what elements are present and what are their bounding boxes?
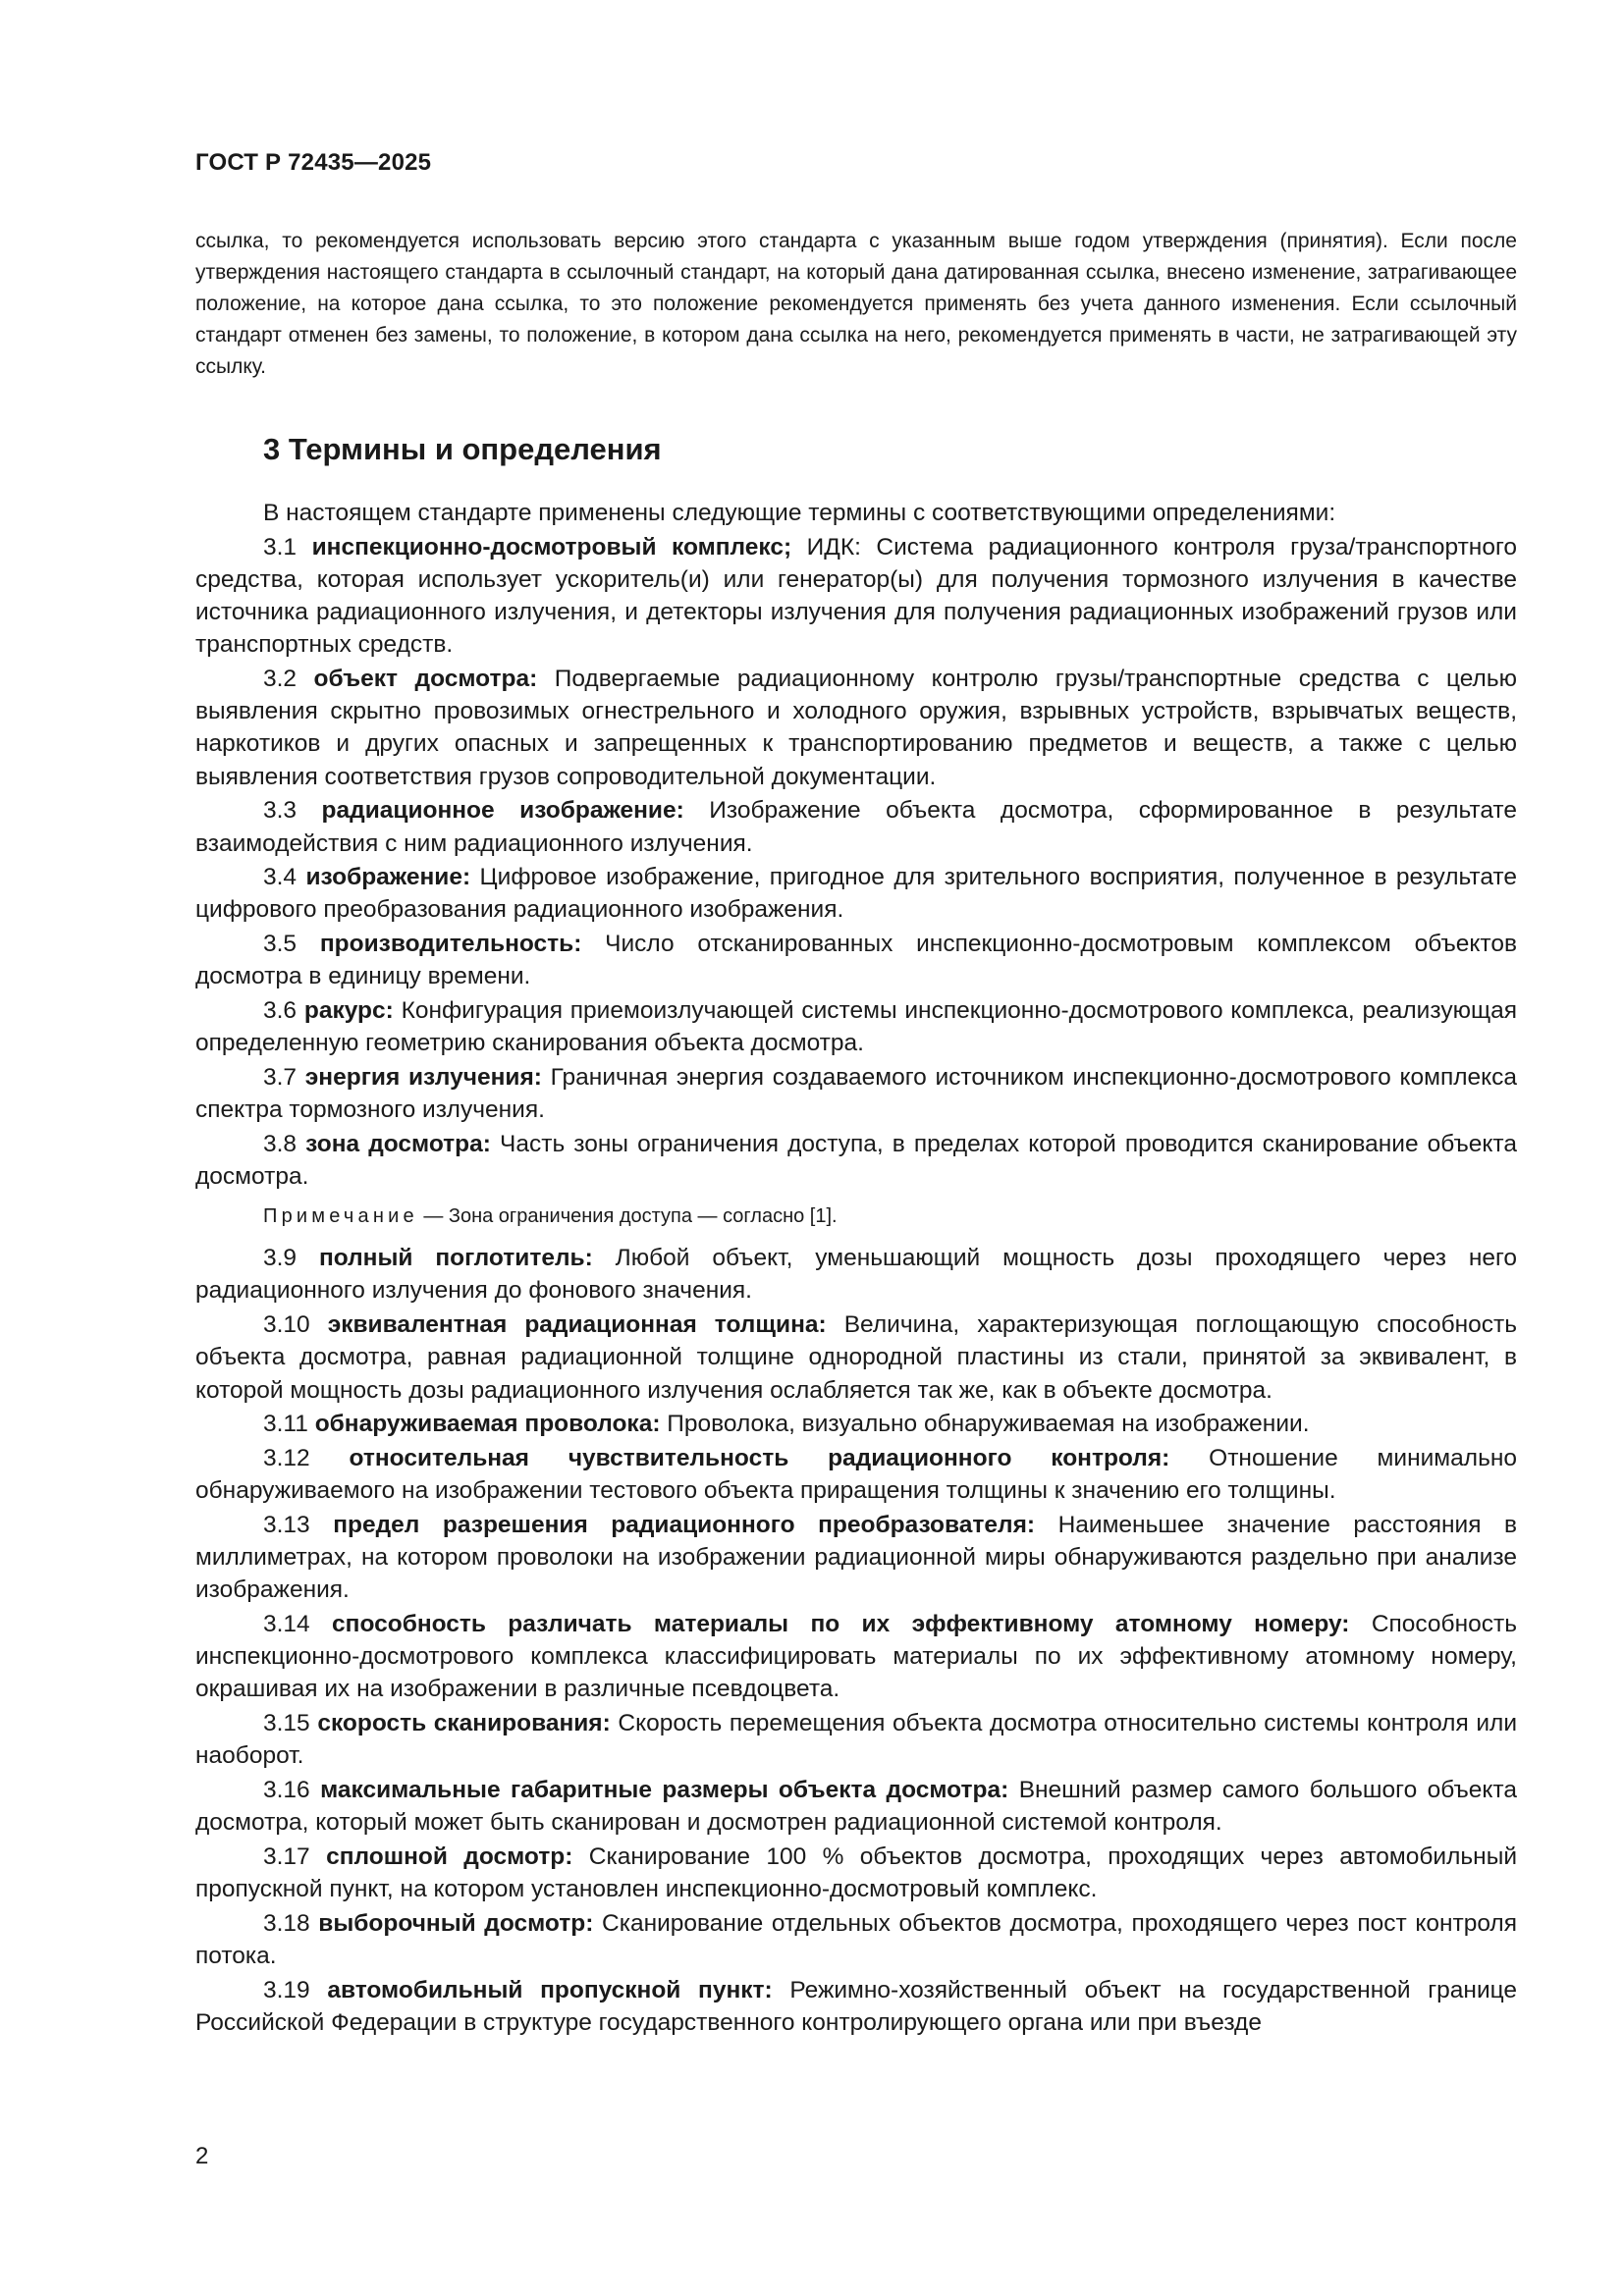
term-name: сплошной досмотр:	[326, 1842, 573, 1870]
term-3-17	[195, 1841, 1517, 1905]
term-name: производительность:	[319, 931, 582, 958]
term-3-14	[195, 1608, 1517, 1706]
term-number: 3.2	[263, 666, 298, 693]
term-definition: Число отсканированных инспекционно-досмотровым комплексом объектов досмотра в единицу времени.	[195, 931, 1518, 990]
term-number: 3.16	[263, 1777, 310, 1804]
term-definition: Конфигурация приемоизлучающей системы инспекционно-досмотрового комплекса, реализующая определенную геометрию сканирования объекта досмотра.	[195, 997, 1517, 1057]
term-3-8	[195, 1128, 1517, 1193]
term-name: объект досмотра:	[313, 666, 538, 693]
term-3-6	[195, 994, 1517, 1059]
term-3-18	[195, 1907, 1517, 1972]
section-title: 3 Термины и определения	[263, 432, 662, 466]
term-3-2	[195, 663, 1517, 793]
intro-paragraph: ссылка, то рекомендуется использовать версию этого стандарта с указанным выше годом утверждения (принятия). Если после утверждения настоящего стандарта в ссылочный стандарт, на который дана датированная ссылка, внесено изменение, затрагивающее положение, на которое дана ссылка, то это положение рекомендуется применять без учета данного изменения. Если ссылочный стандарт отменен без замены, то положение, в котором дана ссылка на него, рекомендуется применять в части, не затрагивающей эту ссылку.	[195, 230, 1517, 378]
term-definition: Сканирование 100 % объектов досмотра, проходящих через автомобильный пропускной пункт, на котором установлен инспекционно-досмотровый комплекс.	[195, 1842, 1518, 1903]
term-number: 3.14	[263, 1611, 310, 1637]
term-definition: Наименьшее значение расстояния в миллиметрах, на котором проволоки на изображении радиационной миры обнаруживаются раздельно при анализе изображения.	[195, 1511, 1517, 1604]
term-3-11	[195, 1408, 1517, 1440]
term-number: 3.5	[263, 931, 298, 958]
term-definition: Граничная энергия создаваемого источником инспекционно-досмотрового комплекса спектра тормозного излучения.	[195, 1063, 1518, 1124]
section-lead: В настоящем стандарте применены следующие термины с соответствующими определениями:	[263, 500, 1336, 526]
term-3-5	[195, 928, 1517, 992]
term-name: радиационное изображение:	[321, 797, 684, 825]
term-name: предел разрешения радиационного преобразователя:	[333, 1511, 1036, 1538]
term-3-19	[195, 1974, 1517, 2039]
term-name: выборочный досмотр:	[318, 1909, 594, 1937]
term-name: энергия излучения:	[304, 1063, 542, 1091]
note-label: Примечание	[263, 1205, 418, 1228]
term-name: эквивалентная радиационная толщина:	[327, 1311, 827, 1339]
term-definition: Проволока, визуально обнаруживаемая на изображении.	[667, 1411, 1310, 1438]
term-definition: Величина, характеризующая поглощающую способность объекта досмотра, равная радиационной толщине однородной пластины из стали, принятой за эквивалент, в которой мощность дозы радиационного излучения ослабляется так же, как в объекте досмотра.	[195, 1311, 1517, 1404]
term-definition: Режимно-хозяйственный объект на государственной границе Российской Федерации в структуре государственного контролирующего органа или при въезде	[195, 1976, 1518, 2036]
term-3-15	[195, 1707, 1517, 1772]
term-name: изображение:	[305, 864, 471, 891]
term-definition: Подвергаемые радиационному контролю грузы/транспортные средства с целью выявления скрытно провозимых огнестрельного и холодного оружия, взрывных устройств, взрывчатых веществ, наркотиков и других опасных и запрещенных к транспортированию предметов и веществ, а также с целью выявления соответствия грузов сопроводительной документации.	[195, 666, 1517, 790]
term-definition: Любой объект, уменьшающий мощность дозы проходящего через него радиационного излучения до фонового значения.	[195, 1245, 1518, 1305]
page-number: 2	[195, 2143, 209, 2169]
term-name: скорость сканирования:	[317, 1710, 611, 1737]
term-3-9	[195, 1242, 1517, 1307]
note	[195, 1202, 1517, 1230]
term-name: максимальные габаритные размеры объекта досмотра:	[320, 1777, 1009, 1804]
term-number: 3.8	[263, 1130, 298, 1157]
term-3-3	[195, 794, 1517, 859]
term-definition: ИДК: Система радиационного контроля груза/транспортного средства, которая использует ускоритель(и) или генератор(ы) для получения тормозного излучения в качестве источника радиационного излучения, и детекторы излучения для получения радиационных изображений грузов или транспортных средств.	[195, 533, 1517, 659]
term-name: полный поглотитель:	[318, 1245, 593, 1272]
term-3-10	[195, 1308, 1517, 1407]
term-name: зона досмотра:	[305, 1130, 491, 1157]
term-name: относительная чувствительность радиационного контроля:	[349, 1444, 1170, 1471]
term-3-4	[195, 861, 1517, 926]
term-definition: Изображение объекта досмотра, сформированное в результате взаимодействия с ним радиационного излучения.	[195, 797, 1517, 857]
term-definition: Цифровое изображение, пригодное для зрительного восприятия, полученное в результате цифрового преобразования радиационного изображения.	[195, 864, 1517, 924]
note-text: — Зона ограничения доступа — согласно [1].	[417, 1205, 838, 1228]
term-number: 3.15	[263, 1710, 310, 1737]
term-number: 3.3	[263, 797, 298, 825]
term-number: 3.11	[263, 1411, 308, 1438]
term-name: способность различать материалы по их эффективному атомному номеру:	[332, 1611, 1350, 1637]
term-name: инспекционно-досмотровый комплекс;	[311, 533, 792, 561]
term-3-12	[195, 1442, 1517, 1507]
term-name: автомобильный пропускной пункт:	[327, 1976, 773, 2003]
term-number: 3.4	[263, 864, 298, 891]
term-number: 3.7	[263, 1063, 298, 1091]
term-definition: Скорость перемещения объекта досмотра относительно системы контроля или наоборот.	[195, 1710, 1518, 1770]
term-number: 3.1	[263, 533, 298, 561]
term-3-7	[195, 1061, 1517, 1126]
term-definition: Сканирование отдельных объектов досмотра, проходящего через пост контроля потока.	[195, 1909, 1517, 1970]
term-definition: Часть зоны ограничения доступа, в пределах которой проводится сканирование объекта досмотра.	[195, 1130, 1517, 1191]
term-name: обнаруживаемая проволока:	[314, 1411, 661, 1438]
term-3-16	[195, 1774, 1517, 1839]
term-number: 3.17	[263, 1842, 310, 1870]
term-number: 3.18	[263, 1909, 310, 1937]
term-definition: Внешний размер самого большого объекта досмотра, который может быть сканирован и досмотрен радиационной системой контроля.	[195, 1777, 1517, 1837]
term-number: 3.12	[263, 1444, 310, 1471]
term-name: ракурс:	[303, 997, 394, 1025]
term-number: 3.19	[263, 1976, 310, 2003]
term-number: 3.10	[263, 1311, 310, 1339]
term-definition: Отношение минимально обнаруживаемого на изображении тестового объекта приращения толщины к значению его толщины.	[195, 1444, 1517, 1505]
term-definition: Способность инспекционно-досмотрового комплекса классифицировать материалы по их эффективному атомному номеру, окрашивая их на изображении в различные псевдоцвета.	[195, 1611, 1517, 1703]
term-3-1	[195, 531, 1517, 662]
term-number: 3.9	[263, 1245, 298, 1272]
term-number: 3.13	[263, 1511, 310, 1538]
term-number: 3.6	[263, 997, 298, 1025]
standard-header: ГОСТ Р 72435—2025	[195, 149, 432, 176]
section-body	[195, 497, 1517, 2041]
term-3-13	[195, 1509, 1517, 1607]
